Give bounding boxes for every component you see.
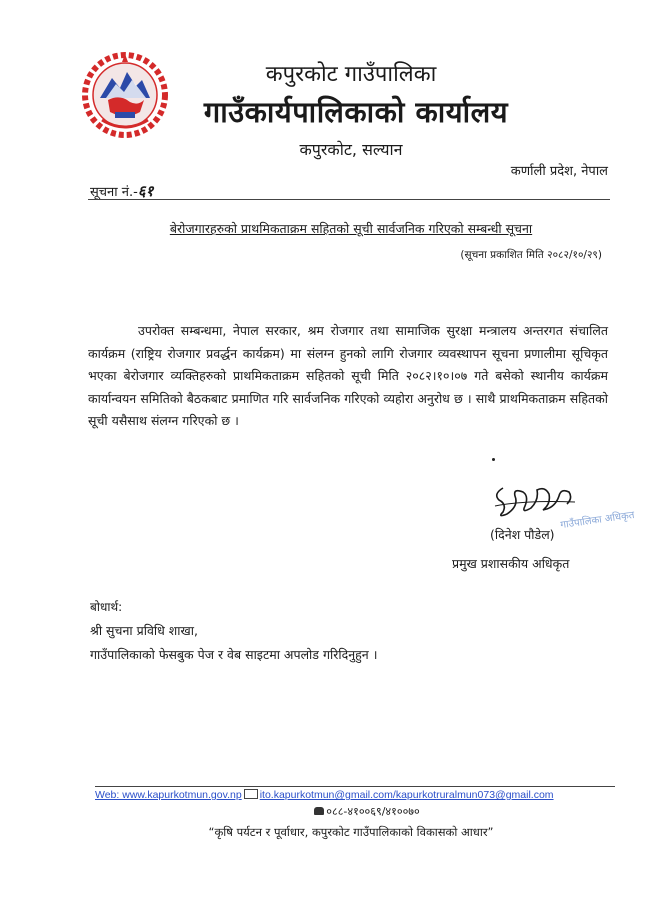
notice-number-value: ६१ [137,182,154,200]
published-date: (सूचना प्रकाशित मिति २०८२/१०/२९) [460,249,602,261]
signatory-designation: प्रमुख प्रशासकीय अधिकृत [452,556,570,571]
footer-contact [95,789,554,801]
province-label: कर्णाली प्रदेश, नेपाल [510,164,608,179]
notice-number-label: सूचना नं.- [90,185,138,200]
attention-label: बोधार्थ: [90,600,123,614]
attention-instruction: गाउँपालिकाको फेसबुक पेज र वेब साइटमा अपलोड गरिदिनुहुन । [90,647,378,662]
footer-phone [0,804,662,819]
notice-subject: बेरोजगारहरुको प्राथमिकताक्रम सहितको सूची सार्वजनिक गरिएको सम्बन्धी सूचना [169,221,533,236]
office-name: गाउँकार्यपालिकाको कार्यालय [203,95,509,129]
phone-number: ०८८-४१००६९/४१००७० [326,805,420,818]
mail-icon [244,789,258,799]
website-link[interactable]: Web: www.kapurkotmun.gov.np [95,789,242,801]
footer-motto: “कृषि पर्यटन र पूर्वाधार, कपुरकोट गाउँपालिकाको विकासको आधार” [208,825,494,839]
signatory-name: (दिनेश पौडेल) [490,527,555,542]
notice-number [90,181,153,201]
footer-rule [95,786,615,787]
email-link[interactable]: ito.kapurkotmun@gmail.com/kapurkotruralmun073@gmail.com [259,789,554,801]
municipality-name: कपुरकोट गाउँपालिका [265,62,437,87]
header-rule [88,199,610,200]
ink-dot [492,458,495,461]
phone-icon [314,807,324,815]
attention-recipient: श्री सुचना प्रविधि शाखा, [90,623,198,638]
office-address: कपुरकोट, सल्यान [299,140,403,159]
notice-body: उपरोक्त सम्बन्धमा, नेपाल सरकार, श्रम रोजगार तथा सामाजिक सुरक्षा मन्त्रालय अन्तरगत संचालित कार्यक्रम (राष्ट्रिय रोजगार प्रवर्द्धन कार्यक्रम) मा संलग्न हुनको लागि रोजगार व्यवस्थापन सूचना प्रणालीमा सूचिकृत भएका बेरोजगार व्यक्तिहरुको प्राथमिकताक्रम सहितको सूची मिति २०८२।१०।०७ गते बसेको स्थानीय कार्यक्रम कार्यान्वयन समितिको बैठकबाट प्रमाणित गरि सार्वजनिक गरिएको व्यहोरा अनुरोध छ । साथै प्राथमिकताक्रम सहितको सूची यसैसाथ संलग्न गरिएको छ । [88,323,608,428]
office-stamp: गाउँपालिका अधिकृत [559,509,636,532]
